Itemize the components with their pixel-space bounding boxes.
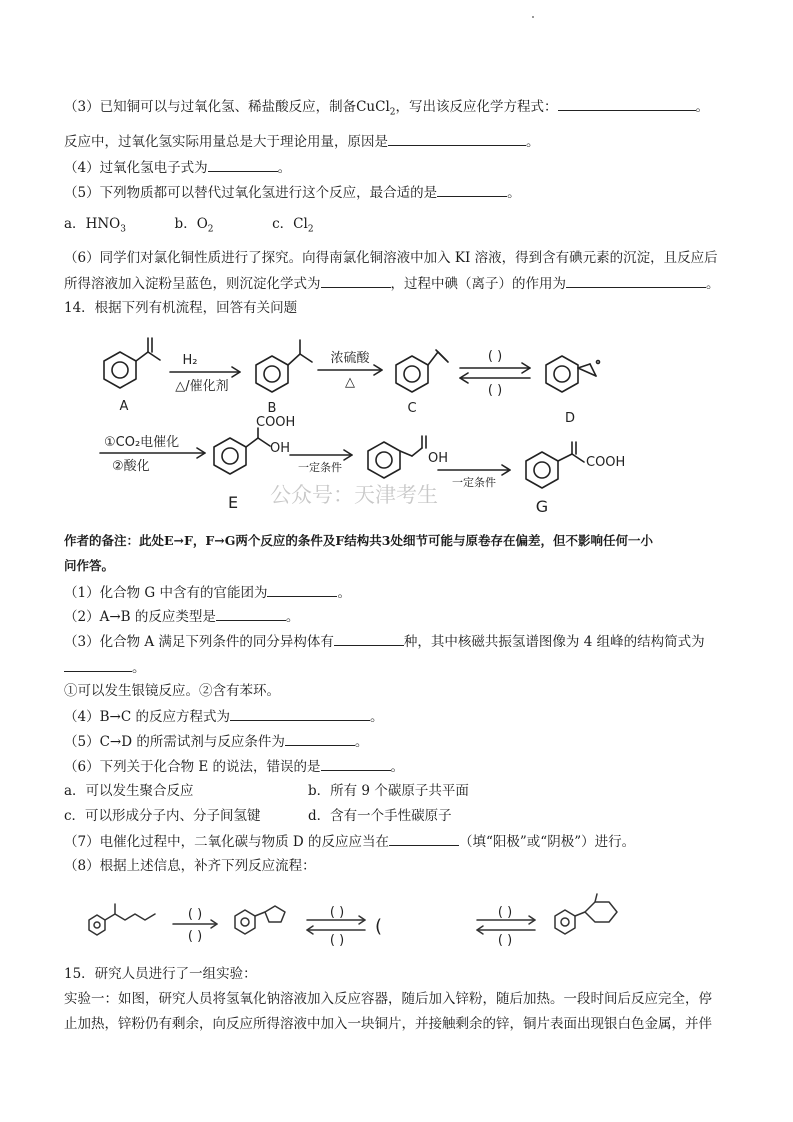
page-mark [532,16,534,18]
q14-part6-options-ab [64,781,469,801]
lactone-product-structure [555,894,617,934]
blank-paren-step3-b: ( ) [497,933,513,948]
condition-f-g: 一定条件 [452,476,496,489]
q14-part8: （8）根据上述信息，补齐下列反应流程： [64,858,316,874]
blank-paren-step1: ( ) [187,907,203,922]
q14-part4-text: （4）B→C 的反应方程式为 [64,709,230,725]
period: 。 [337,585,351,601]
q14-option-a: a．可以发生聚合反应 [64,783,194,799]
option-a: a．$HNO_3$ [64,216,126,235]
period: 。 [369,709,384,725]
q15-line2: 止加热，锌粉仍有剩余，向反应所得溶液中加入一块铜片，并接触剩余的锌，铜片表面出现银白色金属，并伴 [64,1016,712,1032]
substituent-oh-f: OH [428,451,449,466]
blank-paren-step2-b: ( ) [329,933,345,948]
period: 。 [132,660,146,676]
q14-part5 [64,731,368,752]
q14-option-c: c．可以形成分子内、分子间氢键 [64,808,261,824]
period: 。 [526,134,540,150]
synthesis-flow-figure [75,888,655,948]
blank-paren-step1-b: ( ) [187,929,203,944]
compound-c-structure [396,350,448,392]
q13-part3-line [64,96,709,123]
period: 。 [507,185,521,201]
q13-options-line [64,214,314,240]
cyclic-ether-structure [235,906,285,934]
q14-option-b: b．所有 9 个碳原子共平面 [308,783,469,799]
open-paren-product: ( [375,916,383,937]
label-a: A [119,399,129,414]
label-e: E [227,493,239,512]
period: 。 [706,276,720,292]
q14-part6 [64,756,404,777]
condition-heat: △ [345,375,355,390]
q14-part1-blank[interactable] [267,582,337,597]
q13-part4-line [64,157,291,178]
compound-g-structure [526,442,584,488]
q13-part6-line2 [64,273,720,294]
q13-part6-text-b: ，过程中碘（离子）的作用为 [390,276,566,292]
step-e1: ①CO₂电催化 [104,435,180,450]
q13-part5-line [64,182,521,203]
substituent-cooh: COOH [256,415,296,430]
q13-part3-prompt: ，写出该反应化学方程式： [395,99,558,115]
q14-part6-options-cd [64,806,452,826]
label-d: D [564,411,576,426]
q13-equation-blank[interactable] [558,96,696,111]
q14-part7-text-a: （7）电催化过程中，二氧化碳与物质 D 的反应应当在 [64,834,389,850]
author-note-line2: 问作答。 [64,558,115,573]
author-note-line1: 作者的备注：此处E→F，F→G两个反应的条件及F结构共3处细节可能与原卷存在偏差，但不影响任何一小 [64,533,653,548]
q14-part5-blank[interactable] [285,731,355,746]
substituent-cooh-g: COOH [586,455,626,470]
period: 。 [285,609,300,625]
q14-part6-blank[interactable] [321,756,391,771]
q13-part6-line1: （6）同学们对氯化铜性质进行了探究。向得南氯化铜溶液中加入 KI 溶液，得到含有碘元素的沉淀，且反应后 [64,250,718,266]
q13-reason-line [64,131,540,152]
q13-part4-text: （4）过氧化氢电子式为 [64,160,208,176]
q13-reason-blank[interactable] [388,131,526,146]
compound-d-structure [546,356,600,392]
period: 。 [390,759,405,775]
period: 。 [354,734,369,750]
cucl2-subscript: 2 [389,107,396,118]
blank-paren-step2: ( ) [329,905,345,920]
q14-part2-blank[interactable] [216,606,286,621]
watermark: 公众号：天津考生 [270,483,438,507]
reagent-h2: H₂ [182,353,198,368]
q14-part2-text: （2）A→B 的反应类型是 [64,609,216,625]
blank-paren-step3: ( ) [497,905,513,920]
label-b: B [267,401,277,416]
blank-paren-bottom: ( ) [487,383,503,398]
q14-part4 [64,706,383,727]
q14-part1-text: （1）化合物 G 中含有的官能团为 [64,585,268,601]
q13-part4-blank[interactable] [208,157,278,172]
q14-part7-blank[interactable] [389,831,459,846]
q13-reason-text: 反应中，过氧化氢实际用量总是大于理论用量，原因是 [64,134,388,150]
q14-part4-blank[interactable] [230,706,370,721]
q14-part2 [64,606,299,627]
condition-h2: △/催化剂 [175,379,229,394]
compound-a-structure [104,338,160,388]
option-c: c．$Cl_2$ [272,216,314,235]
option-b: b．$O_2$ [174,216,214,235]
label-c: C [407,401,417,416]
substituent-oh: OH [270,441,291,456]
starting-material-structure [89,904,155,935]
condition-e-f: 一定条件 [298,461,342,474]
organic-reaction-scheme [90,330,690,530]
period: 。 [277,160,292,176]
q14-part3-text-b: 种，其中核磁共振氢谱图像为 4 组峰的结构简式为 [403,634,705,650]
compound-b-structure [256,340,312,392]
q15-title: 15．研究人员进行了一组实验： [64,966,257,982]
q13-part3-text: （3）已知铜可以与过氧化氢、稀盐酸反应，制备 [64,99,357,115]
q13-precipitate-blank[interactable] [321,273,391,288]
label-g: G [535,497,549,516]
q14-part1 [64,582,351,603]
q14-part6-text: （6）下列关于化合物 E 的说法，错误的是 [64,759,321,775]
q14-conditions: ①可以发生银镜反应。②含有苯环。 [64,683,280,699]
q14-part3-count-blank[interactable] [334,631,404,646]
step-e2: ②酸化 [112,459,150,474]
q13-part6-text-a: 所得溶液加入淀粉呈蓝色，则沉淀化学式为 [64,276,321,292]
q14-part3-text-a: （3）化合物 A 满足下列条件的同分异构体有 [64,634,334,650]
q13-part5-blank[interactable] [437,182,507,197]
q14-title: 14．根据下列有机流程，回答有关问题 [64,300,298,316]
q13-part5-text: （5）下列物质都可以替代过氧化氢进行这个反应，最合适的是 [64,185,438,201]
q14-part3 [64,631,705,652]
cucl2-formula: CuCl [356,99,390,115]
q14-part7 [64,831,635,852]
blank-paren-top: ( ) [487,349,503,364]
compound-f-structure [368,436,426,478]
compound-e-structure [214,428,270,474]
q14-part7-text-b: （填“阳极”或“阴极”）进行。 [459,834,636,850]
q14-part5-text: （5）C→D 的所需试剂与反应条件为 [64,734,285,750]
q15-line1: 实验一：如图，研究人员将氢氧化钠溶液加入反应容器，随后加入锌粉，随后加热。一段时间后反应完全，停 [64,991,712,1007]
reagent-sulfuric-acid: 浓硫酸 [330,351,370,366]
q14-part3-structure-blank[interactable] [64,657,132,672]
q14-part3-line2 [64,657,146,678]
period: 。 [695,99,709,115]
q13-iodide-role-blank[interactable] [566,273,706,288]
q14-option-d: d．含有一个手性碳原子 [308,808,452,824]
